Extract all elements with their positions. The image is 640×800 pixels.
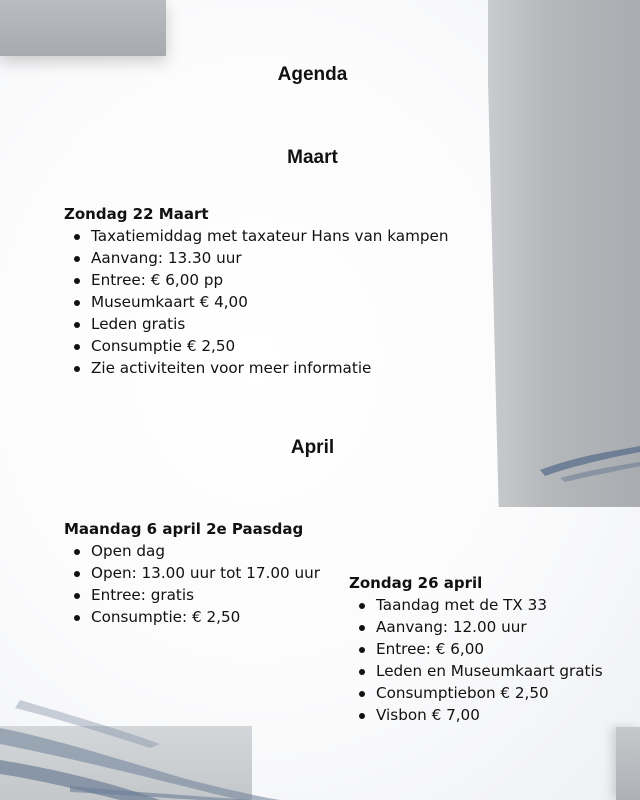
list-item: Leden gratis	[64, 313, 449, 335]
list-item: Consumptie: € 2,50	[64, 606, 320, 628]
list-item: Aanvang: 13.30 uur	[64, 247, 449, 269]
month-heading-maart: Maart	[287, 147, 338, 168]
event-maart-22	[64, 203, 449, 379]
list-item: Aanvang: 12.00 uur	[349, 616, 603, 638]
event-title: Zondag 22 Maart	[64, 205, 209, 223]
event-april-6	[64, 518, 320, 628]
list-item: Taandag met de TX 33	[349, 594, 603, 616]
event-item-list	[64, 225, 449, 379]
list-item: Zie activiteiten voor meer informatie	[64, 357, 449, 379]
list-item: Open: 13.00 uur tot 17.00 uur	[64, 562, 320, 584]
list-item: Visbon € 7,00	[349, 704, 603, 726]
list-item: Taxatiemiddag met taxateur Hans van kampen	[64, 225, 449, 247]
decorative-panel-bottom-right	[616, 727, 640, 800]
event-title: Maandag 6 april 2e Paasdag	[64, 520, 304, 538]
decorative-panel-top-left	[0, 0, 166, 56]
page-title: Agenda	[277, 64, 348, 85]
list-item: Consumptie € 2,50	[64, 335, 449, 357]
event-item-list	[349, 594, 603, 726]
list-item: Leden en Museumkaart gratis	[349, 660, 603, 682]
event-april-26	[349, 572, 603, 726]
list-item: Entree: gratis	[64, 584, 320, 606]
decorative-panel-bottom-left	[0, 726, 252, 800]
list-item: Consumptiebon € 2,50	[349, 682, 603, 704]
month-heading-april: April	[290, 437, 335, 458]
list-item: Entree: € 6,00	[349, 638, 603, 660]
event-title: Zondag 26 april	[349, 574, 483, 592]
event-item-list	[64, 540, 320, 628]
list-item: Entree: € 6,00 pp	[64, 269, 449, 291]
list-item: Open dag	[64, 540, 320, 562]
list-item: Museumkaart € 4,00	[64, 291, 449, 313]
